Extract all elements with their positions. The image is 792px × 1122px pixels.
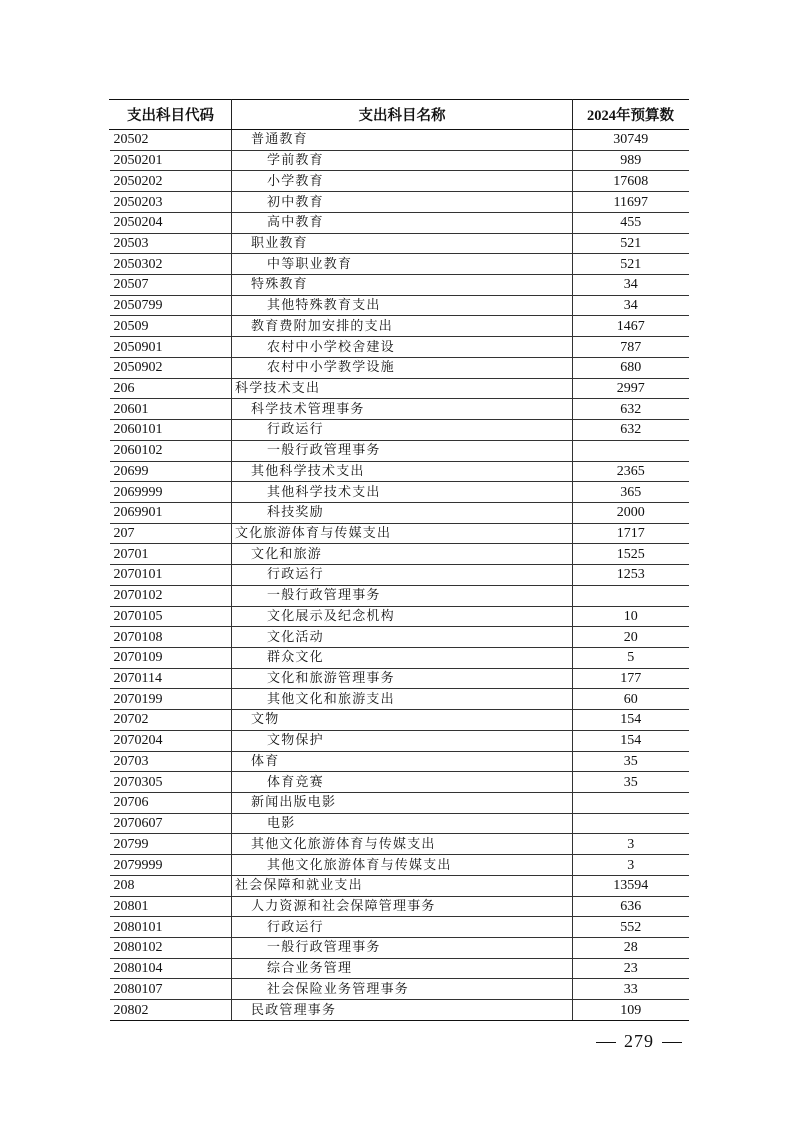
account-name-cell: 群众文化: [232, 647, 573, 668]
table-row: [110, 295, 689, 316]
account-code-cell: 208: [110, 875, 232, 896]
account-code-cell: 2080107: [110, 979, 232, 1000]
budget-amount-cell: 23: [573, 958, 689, 979]
table-row: [110, 855, 689, 876]
budget-amount-cell: 521: [573, 233, 689, 254]
account-code-cell: 2070204: [110, 730, 232, 751]
account-code-cell: 2080104: [110, 958, 232, 979]
account-code-cell: 20507: [110, 275, 232, 296]
account-name-cell: 一般行政管理事务: [232, 938, 573, 959]
budget-amount-cell: 154: [573, 730, 689, 751]
account-name-cell: 文化和旅游管理事务: [232, 668, 573, 689]
table-row: [110, 979, 689, 1000]
account-code-cell: 2060102: [110, 440, 232, 461]
table-row: [110, 316, 689, 337]
table-row: [110, 482, 689, 503]
account-code-cell: 2069999: [110, 482, 232, 503]
budget-amount-cell: 30749: [573, 130, 689, 151]
account-name-cell: 中等职业教育: [232, 254, 573, 275]
budget-amount-cell: [573, 440, 689, 461]
account-code-cell: 20702: [110, 710, 232, 731]
budget-amount-cell: 2365: [573, 461, 689, 482]
table-row: [110, 192, 689, 213]
table-row: [110, 627, 689, 648]
budget-amount-cell: 17608: [573, 171, 689, 192]
account-name-cell: 行政运行: [232, 420, 573, 441]
table-row: [110, 357, 689, 378]
account-code-cell: 2050203: [110, 192, 232, 213]
account-code-cell: 2060101: [110, 420, 232, 441]
table-row: [110, 523, 689, 544]
account-name-cell: 文化旅游体育与传媒支出: [232, 523, 573, 544]
table-row: [110, 233, 689, 254]
account-name-cell: 文化展示及纪念机构: [232, 606, 573, 627]
budget-amount-cell: 35: [573, 772, 689, 793]
budget-amount-cell: 632: [573, 420, 689, 441]
budget-amount-cell: 13594: [573, 875, 689, 896]
account-name-cell: 其他文化旅游体育与传媒支出: [232, 855, 573, 876]
account-code-cell: 2050799: [110, 295, 232, 316]
table-row: [110, 793, 689, 814]
budget-amount-cell: 636: [573, 896, 689, 917]
account-code-cell: 20502: [110, 130, 232, 151]
account-name-cell: 文物保护: [232, 730, 573, 751]
header-name: 支出科目名称: [232, 100, 573, 130]
account-name-cell: 科技奖励: [232, 502, 573, 523]
account-code-cell: 2070607: [110, 813, 232, 834]
table-row: [110, 585, 689, 606]
table-row: [110, 440, 689, 461]
account-code-cell: 20799: [110, 834, 232, 855]
table-header: [110, 100, 689, 130]
account-name-cell: 综合业务管理: [232, 958, 573, 979]
account-name-cell: 农村中小学教学设施: [232, 357, 573, 378]
page-footer: [588, 1031, 690, 1052]
account-name-cell: 文化活动: [232, 627, 573, 648]
account-code-cell: 2050201: [110, 150, 232, 171]
budget-amount-cell: 28: [573, 938, 689, 959]
account-name-cell: 科学技术管理事务: [232, 399, 573, 420]
table-row: [110, 544, 689, 565]
account-code-cell: 20802: [110, 1000, 232, 1021]
budget-amount-cell: 787: [573, 337, 689, 358]
budget-amount-cell: 552: [573, 917, 689, 938]
table-row: [110, 834, 689, 855]
account-name-cell: 人力资源和社会保障管理事务: [232, 896, 573, 917]
table-row: [110, 813, 689, 834]
table-row: [110, 130, 689, 151]
budget-amount-cell: 1467: [573, 316, 689, 337]
budget-amount-cell: [573, 813, 689, 834]
budget-amount-cell: 632: [573, 399, 689, 420]
account-name-cell: 学前教育: [232, 150, 573, 171]
table-row: [110, 875, 689, 896]
table-row: [110, 254, 689, 275]
table-row: [110, 938, 689, 959]
budget-amount-cell: 365: [573, 482, 689, 503]
account-name-cell: 文化和旅游: [232, 544, 573, 565]
table-row: [110, 751, 689, 772]
table-row: [110, 668, 689, 689]
account-name-cell: 民政管理事务: [232, 1000, 573, 1021]
account-code-cell: 2080102: [110, 938, 232, 959]
account-code-cell: 20601: [110, 399, 232, 420]
budget-amount-cell: 33: [573, 979, 689, 1000]
account-name-cell: 体育: [232, 751, 573, 772]
account-code-cell: 20699: [110, 461, 232, 482]
budget-amount-cell: 521: [573, 254, 689, 275]
account-name-cell: 一般行政管理事务: [232, 440, 573, 461]
account-code-cell: 20801: [110, 896, 232, 917]
account-code-cell: 2070105: [110, 606, 232, 627]
table-row: [110, 772, 689, 793]
budget-amount-cell: 680: [573, 357, 689, 378]
account-code-cell: 2080101: [110, 917, 232, 938]
account-code-cell: 20509: [110, 316, 232, 337]
budget-amount-cell: 2997: [573, 378, 689, 399]
table-row: [110, 896, 689, 917]
table-body: [110, 130, 689, 1021]
account-name-cell: 社会保险业务管理事务: [232, 979, 573, 1000]
table-row: [110, 1000, 689, 1021]
account-name-cell: 社会保障和就业支出: [232, 875, 573, 896]
budget-amount-cell: [573, 585, 689, 606]
budget-amount-cell: 154: [573, 710, 689, 731]
account-name-cell: 文物: [232, 710, 573, 731]
header-code: 支出科目代码: [110, 100, 232, 130]
table-row: [110, 378, 689, 399]
account-name-cell: 电影: [232, 813, 573, 834]
account-code-cell: 2070102: [110, 585, 232, 606]
table-row: [110, 689, 689, 710]
budget-amount-cell: 2000: [573, 502, 689, 523]
account-code-cell: 2070108: [110, 627, 232, 648]
budget-table: [109, 99, 689, 1021]
account-code-cell: 2050902: [110, 357, 232, 378]
budget-amount-cell: 11697: [573, 192, 689, 213]
budget-amount-cell: 1717: [573, 523, 689, 544]
account-name-cell: 普通教育: [232, 130, 573, 151]
budget-amount-cell: 35: [573, 751, 689, 772]
account-name-cell: 其他科学技术支出: [232, 461, 573, 482]
table-row: [110, 565, 689, 586]
account-code-cell: 2069901: [110, 502, 232, 523]
account-code-cell: 20503: [110, 233, 232, 254]
account-code-cell: 2050204: [110, 212, 232, 233]
account-code-cell: 20706: [110, 793, 232, 814]
table-row: [110, 337, 689, 358]
account-code-cell: 20703: [110, 751, 232, 772]
table-row: [110, 171, 689, 192]
account-name-cell: 小学教育: [232, 171, 573, 192]
budget-amount-cell: 5: [573, 647, 689, 668]
account-code-cell: 2050302: [110, 254, 232, 275]
account-code-cell: 2070101: [110, 565, 232, 586]
budget-amount-cell: 1253: [573, 565, 689, 586]
account-name-cell: 教育费附加安排的支出: [232, 316, 573, 337]
account-name-cell: 其他科学技术支出: [232, 482, 573, 503]
account-code-cell: 2050901: [110, 337, 232, 358]
account-name-cell: 特殊教育: [232, 275, 573, 296]
account-code-cell: 2079999: [110, 855, 232, 876]
account-name-cell: 职业教育: [232, 233, 573, 254]
table-row: [110, 399, 689, 420]
table-row: [110, 150, 689, 171]
table-row: [110, 710, 689, 731]
account-name-cell: 一般行政管理事务: [232, 585, 573, 606]
left-dash: [596, 1042, 616, 1043]
account-name-cell: 农村中小学校舍建设: [232, 337, 573, 358]
budget-amount-cell: 3: [573, 834, 689, 855]
budget-amount-cell: 989: [573, 150, 689, 171]
account-code-cell: 2070305: [110, 772, 232, 793]
budget-amount-cell: 34: [573, 275, 689, 296]
table-row: [110, 958, 689, 979]
account-code-cell: 207: [110, 523, 232, 544]
table-row: [110, 730, 689, 751]
account-name-cell: 体育竞赛: [232, 772, 573, 793]
account-name-cell: 新闻出版电影: [232, 793, 573, 814]
account-name-cell: 高中教育: [232, 212, 573, 233]
account-code-cell: 2070109: [110, 647, 232, 668]
budget-amount-cell: 177: [573, 668, 689, 689]
account-name-cell: 行政运行: [232, 917, 573, 938]
table-row: [110, 420, 689, 441]
right-dash: [662, 1042, 682, 1043]
account-name-cell: 其他文化旅游体育与传媒支出: [232, 834, 573, 855]
budget-amount-cell: 60: [573, 689, 689, 710]
budget-amount-cell: 10: [573, 606, 689, 627]
header-amount: 2024年预算数: [573, 100, 689, 130]
table-row: [110, 917, 689, 938]
account-code-cell: 20701: [110, 544, 232, 565]
account-name-cell: 行政运行: [232, 565, 573, 586]
budget-amount-cell: 1525: [573, 544, 689, 565]
table-row: [110, 502, 689, 523]
budget-amount-cell: 20: [573, 627, 689, 648]
account-name-cell: 科学技术支出: [232, 378, 573, 399]
budget-amount-cell: [573, 793, 689, 814]
account-name-cell: 初中教育: [232, 192, 573, 213]
table-row: [110, 461, 689, 482]
budget-amount-cell: 455: [573, 212, 689, 233]
table-row: [110, 647, 689, 668]
account-name-cell: 其他特殊教育支出: [232, 295, 573, 316]
page-number: 279: [624, 1031, 654, 1051]
account-code-cell: 206: [110, 378, 232, 399]
budget-amount-cell: 109: [573, 1000, 689, 1021]
budget-amount-cell: 34: [573, 295, 689, 316]
account-code-cell: 2070199: [110, 689, 232, 710]
table-row: [110, 275, 689, 296]
table-row: [110, 606, 689, 627]
budget-amount-cell: 3: [573, 855, 689, 876]
account-code-cell: 2070114: [110, 668, 232, 689]
account-name-cell: 其他文化和旅游支出: [232, 689, 573, 710]
account-code-cell: 2050202: [110, 171, 232, 192]
table-row: [110, 212, 689, 233]
